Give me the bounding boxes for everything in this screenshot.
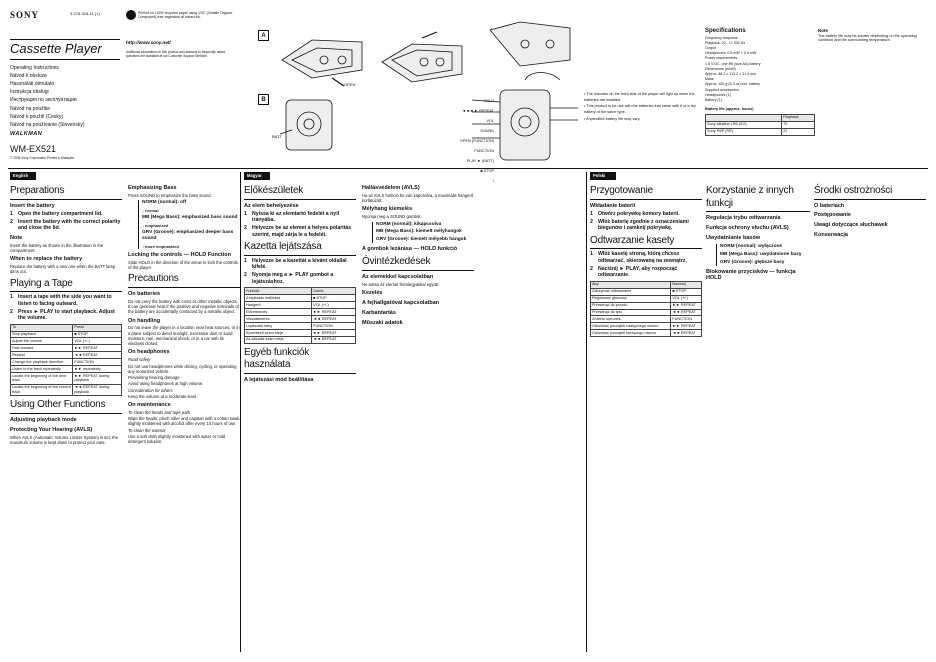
polish-ops-table — [590, 281, 702, 337]
spec-item: Headphones: 0.5 mW + 0.5 mW — [705, 51, 757, 56]
polish-maintenance-heading: Konserwacja — [814, 232, 848, 239]
english-step-1: 1 Open the battery compartment lid. — [10, 210, 103, 217]
control-callout: PLAY ► (BATT) — [466, 159, 494, 163]
english-ops-cell: ◄◄ REPEAT during playback — [73, 384, 122, 396]
english-ops-row — [11, 338, 122, 345]
battery-table-row — [706, 128, 815, 135]
hungarian-ops-header-cell: Funkció — [245, 288, 312, 295]
english-ops-header-cell: Press — [73, 324, 122, 331]
english-col-1 — [10, 182, 122, 652]
english-ops-row — [11, 345, 122, 352]
english-ops-cell: ■ STOP — [73, 331, 122, 338]
polish-other-sub: Regulacja trybu odtwarzania — [706, 215, 781, 221]
model-number: WM-EX521 — [10, 144, 57, 154]
polish-ops-row — [591, 330, 702, 337]
part-number: 3-278-318-11 (1) — [70, 11, 100, 16]
polish-ops-cell: Odszukać początek bieżącego utworu — [591, 330, 671, 337]
polish-sound-mode: NORM (normal): wyłączone — [720, 243, 783, 249]
spec-item: Output — [705, 45, 716, 50]
polish-ops-cell: ►► REPEAT — [671, 302, 702, 309]
polish-col-3 — [814, 182, 926, 652]
spec-item: Power requirements — [705, 56, 738, 61]
battery-table-cell: Sony alkaline LR6 (SG) — [706, 121, 782, 128]
control-callout: HOLD — [483, 99, 494, 103]
english-protect-text: When AVLS (Automatic Volume Limiter System) is set, the maximum volume is kept down to protect your ears. — [10, 434, 118, 445]
polish-ops-cell: Zatrzymać odtwarzanie — [591, 288, 671, 295]
control-callout: OPEN (FUNCTION) — [460, 139, 494, 143]
hungarian-cas-step-1: 1 Helyezze be a kazettát a kívánt oldallal kifelé. — [244, 257, 347, 271]
english-road-text: Do not use headphones while driving, cycling, or operating any motorized vehicle. — [128, 363, 237, 374]
hungarian-ops-row — [245, 302, 356, 309]
control-callout: FUNCTION — [474, 149, 494, 153]
polish-avls-heading: Funkcja ochrony słuchu (AVLS) — [706, 224, 789, 231]
polish-ops-cell: ■ STOP — [671, 288, 702, 295]
english-note-title: Note — [10, 234, 23, 241]
polish-pb-step-1: 1 Włóż kasetę stroną, którą chcesz odtwarzać, skierowaną na zewnątrz. — [590, 251, 687, 264]
english-ops-cell: Rewind — [11, 352, 73, 359]
english-replace-title: When to replace the battery — [10, 256, 83, 263]
polish-ops-cell: Odszukać początek następnego utworu — [591, 323, 671, 330]
english-note-text: Insert the battery as shown in the illustration in the compartment. — [10, 242, 104, 253]
tab-hungarian: Magyar — [244, 172, 270, 180]
hungarian-step-1: 1 Nyissa ki az elemtartó fedelét a nyíl irányába. — [244, 210, 340, 224]
battery-table-header-cell — [706, 114, 782, 121]
hungarian-sound-mode: MB (Mega Bass): kiemelt mélyhangok — [376, 229, 462, 235]
hungarian-bass-text: Nyomja meg a SOUND gombot. — [362, 214, 422, 220]
english-sound-mode: NORM (normal): off — [142, 200, 187, 206]
hungarian-prec-text: Ne tartsa az elemet fémtárgyakkal együtt. — [362, 281, 440, 287]
col-separator — [586, 172, 587, 652]
instruction-list — [10, 64, 120, 130]
english-preparations-heading: Preparations — [10, 185, 122, 200]
hungarian-ops-row — [245, 329, 356, 336]
instruction-language: Návod na použitie — [10, 105, 51, 112]
polish-other-heading: Korzystanie z innych funkcji — [706, 185, 810, 212]
spec-item: Mass — [705, 77, 714, 82]
hungarian-ops-cell: Visszatekerés — [245, 316, 312, 323]
title-block — [10, 10, 120, 160]
open-label-a: OPEN — [344, 82, 356, 87]
instruction-language: Instrukcja obsługi — [10, 89, 49, 96]
section-divider — [8, 168, 928, 169]
hungarian-other-sub: A lejátszási mód beállítása — [244, 376, 314, 383]
polish-pb-step-2: 2 Naciśnij ► PLAY, aby rozpocząć odtwarzanie. — [590, 265, 678, 279]
english-play-step-1: 1 Insert a tape with the side you want to listen to facing outward. — [10, 294, 112, 307]
polish-handling-heading: Postępowanie — [814, 212, 851, 219]
hungarian-ops-cell: Hangerő — [245, 302, 312, 309]
instruction-language: Návod k obsluze — [10, 72, 47, 79]
english-ops-row — [11, 373, 122, 385]
english-ops-cell: Stop playback — [11, 331, 73, 338]
polish-ops-row — [591, 295, 702, 302]
english-ops-cell: Locate the beginning of the current track — [11, 384, 73, 396]
english-clean-exterior-title: To clean the exterior — [128, 427, 166, 433]
hungarian-ops-row — [245, 322, 356, 329]
english-sound-mode-desc: ↓ normal — [142, 208, 159, 214]
battery-life-title: Battery life (approx. hours) — [705, 107, 754, 112]
callout-list — [454, 96, 494, 186]
polish-bass-heading: Uwydatnianie basów — [706, 234, 761, 241]
specs-title: Specifications — [705, 28, 746, 34]
hungarian-precautions-heading: Óvintézkedések — [362, 256, 474, 271]
polish-step-2: 2 Włóż baterię zgodnie z oznaczeniami biegunów i zamknij pokrywkę. — [590, 218, 689, 232]
spec-item: Approx. 150 g (5.3 oz) incl. battery — [705, 82, 760, 87]
hungarian-sound-mode: NORM (normál): kikapcsolva — [376, 221, 442, 227]
polish-ops-header-cell: Naciśnij — [671, 281, 702, 288]
hungarian-sound-brace — [372, 222, 474, 244]
hungarian-ops-header-row — [245, 288, 356, 295]
hungarian-ops-cell: ■ STOP — [312, 295, 356, 302]
top-note-item: • The indicator on the front side of the player will light up when the batteries are installed. — [584, 91, 695, 102]
hungarian-ops-row — [245, 336, 356, 343]
english-batteries-heading: On batteries — [128, 290, 161, 297]
instruction-language: Návod na používanie (Slovensky) — [10, 121, 85, 128]
hungarian-spec-heading: Műszaki adatok — [362, 319, 403, 326]
walkman-logo: WALKMAN — [10, 131, 43, 138]
english-ops-cell: Fast-forward — [11, 345, 73, 352]
english-ops-row — [11, 384, 122, 396]
top-notes — [584, 90, 696, 122]
hungarian-prec-sub: Az elemekkel kapcsolatban — [362, 273, 434, 280]
english-ops-row — [11, 366, 122, 373]
hungarian-prep-sub: Az elem behelyezése — [244, 202, 299, 209]
polish-sound-mode: MB (Mega Bass): uwydatnione basy — [720, 251, 802, 257]
battery-life-table — [705, 114, 815, 136]
control-callout: ■ STOP — [480, 169, 494, 173]
english-batteries-text: Do not carry the battery with coins or other metallic objects. It can generate heat if the positive and negative terminals of the battery are accidentally contacted by a metallic object. — [128, 298, 239, 315]
english-handling-heading: On handling — [128, 317, 161, 324]
hungarian-bass-heading: Mélyhang kiemelés — [362, 206, 413, 213]
hungarian-prep-heading: Előkészületek — [244, 185, 356, 200]
english-headphones-heading: On headphones — [128, 349, 170, 356]
english-ops-cell: VOL (+/-) — [73, 338, 122, 345]
spec-item: Approx. 88.3 × 113.2 × 31.0 mm — [705, 71, 757, 76]
hungarian-ops-cell: Előretekerés — [245, 309, 312, 316]
polish-sound-mode: GRV (Groove): głębsze basy — [720, 259, 785, 265]
spec-item: Frequency response — [705, 35, 738, 40]
english-sound-mode-desc: ↓ emphasized — [142, 223, 169, 229]
cassette-open-illustration — [272, 30, 472, 90]
battery-table-cell: 22 — [782, 128, 815, 135]
polish-ops-cell: Regulować głośność — [591, 295, 671, 302]
support-url: http://www.sony.net/ — [126, 40, 171, 45]
polish-sound-brace — [716, 244, 810, 266]
polish-step-1: 1 Otwórz pokrywkę komory baterii. — [590, 210, 680, 217]
polish-ops-row — [591, 323, 702, 330]
polish-ops-row — [591, 302, 702, 309]
english-ops-cell: Listen to the track repeatedly — [11, 366, 73, 373]
hungarian-ops-cell: ►► REPEAT — [312, 329, 356, 336]
polish-hp-heading: Uwagi dotyczące słuchawek — [814, 222, 888, 229]
english-road-title: Road safety — [128, 357, 151, 363]
hungarian-cassette-heading: Kazetta lejátszása — [244, 241, 356, 256]
english-emphasize-text: Press SOUND to emphasize the bass sound. — [128, 192, 212, 198]
hungarian-ops-cell: VOL (+/-) — [312, 302, 356, 309]
battery-table-header-row — [706, 114, 815, 121]
english-precautions-heading: Precautions — [128, 273, 240, 288]
hungarian-ops-table — [244, 287, 356, 343]
polish-col-1 — [590, 182, 702, 652]
spec-item: Battery (1) — [705, 97, 722, 102]
english-ops-cell: ►► repeatedly — [73, 366, 122, 373]
english-ops-cell: ►► REPEAT during playback — [73, 373, 122, 385]
english-other-heading: Using Other Functions — [10, 399, 122, 414]
support-note: Additional information on this product and answers to frequently asked questions are available at our Customer Support Website. — [126, 50, 226, 58]
english-sound-mode: GRV (Groove): emphasized deeper bass sound — [142, 230, 234, 242]
hungarian-sound-mode: GRV (Groove): kiemelt mélyebb hangok — [376, 237, 467, 243]
polish-precautions-heading: Środki ostrożności — [814, 185, 926, 200]
figure-b — [272, 96, 352, 156]
hungarian-maintenance-heading: Karbantartás — [362, 309, 396, 316]
instruction-language: Инструкция по эксплуатации — [10, 97, 77, 104]
english-ops-cell: Locate the beginning of the next track — [11, 373, 73, 385]
control-callout: VOL — [486, 119, 494, 123]
hungarian-step-2: 2 Helyezze be az elemet a helyes polaritás szerint, majd zárja le a fedelét. — [244, 225, 352, 238]
english-replace-text: Replace the battery with a new one when the BATT lamp dims out. — [10, 264, 116, 275]
polish-ops-row — [591, 309, 702, 316]
polish-ops-cell: VOL (+/-) — [671, 295, 702, 302]
english-ops-header-row — [11, 324, 122, 331]
polish-col-2 — [706, 182, 810, 652]
battery-table-cell: 70 — [782, 121, 815, 128]
polish-playback-heading: Odtwarzanie kasety — [590, 235, 702, 250]
english-clean-heads-text: Wipe the heads, pinch roller and capstan with a cotton swab slightly moistened with alcohol after every 10 hours of use. — [128, 416, 240, 427]
english-ops-cell: FUNCTION — [73, 359, 122, 366]
english-sound-brace — [138, 200, 240, 249]
hungarian-handling-heading: Kezelés — [362, 289, 383, 296]
instruction-language: Használati útmutató — [10, 80, 55, 87]
polish-ops-cell: ►► REPEAT — [671, 323, 702, 330]
battery-table-row — [706, 121, 815, 128]
english-handling-text: Do not leave the player in a location near heat sources, or in a place subject to direct sunlight, excessive dust or sand, moisture, rain, mechanical shock, or in a car with its windows closed. — [128, 325, 240, 347]
english-locking-text: Slide HOLD in the direction of the arrow to lock the controls of the player. — [128, 259, 238, 271]
top-note-item: • A specified battery life may vary. — [584, 116, 641, 121]
english-ops-row — [11, 331, 122, 338]
polish-prec-sub: O bateriach — [814, 202, 845, 209]
hungarian-hold-heading: A gombok lezárása — HOLD funkció — [362, 246, 458, 253]
english-sound-mode: MB (Mega Bass): emphasized bass sound — [142, 215, 238, 221]
control-callout: i — [493, 179, 494, 183]
polish-ops-cell: Zmienić kierunek — [591, 316, 671, 323]
batt-label: BATT — [272, 134, 282, 139]
english-playing-heading: Playing a Tape — [10, 278, 122, 293]
english-ops-row — [11, 359, 122, 366]
hungarian-ops-cell: Következő szám eleje — [245, 329, 312, 336]
spec-item: 1.5 V DC, one R6 (size AA) battery — [705, 61, 761, 66]
eco-badge — [126, 10, 136, 20]
english-sound-mode-desc: ↓ more emphasized — [142, 244, 179, 250]
english-ops-cell: ►► REPEAT — [73, 345, 122, 352]
polish-ops-row — [591, 316, 702, 323]
right-note — [818, 28, 926, 43]
polish-ops-cell: Przewinąć do tyłu — [591, 309, 671, 316]
page-title: Cassette Player — [10, 39, 120, 59]
spec-item: Supplied accessories — [705, 87, 739, 92]
specs-block — [705, 28, 815, 138]
top-note-item: • This product is for use with the batteries that came with it or a dry battery of the same type. — [584, 104, 696, 115]
polish-ops-header-row — [591, 281, 702, 288]
spec-item: Playback: 20 - 17 000 Hz — [705, 40, 746, 45]
tab-polish: Polski — [590, 172, 616, 180]
polish-ops-cell: ◄◄ REPEAT — [671, 309, 702, 316]
english-protect-heading: Protecting Your Hearing (AVLS) — [10, 426, 93, 433]
english-clean-exterior-text: Use a soft cloth slightly moistened with water or mild detergent solution. — [128, 433, 226, 445]
hungarian-ops-row — [245, 295, 356, 302]
english-insert-battery: Insert the battery — [10, 202, 55, 209]
english-ops-row — [11, 352, 122, 359]
english-emphasize-heading: Emphasizing Bass — [128, 185, 177, 191]
hungarian-hearing-heading: Hallásvédelem (AVLS) — [362, 185, 420, 191]
col-separator — [240, 172, 241, 652]
hungarian-ops-cell: Az aktuális szám eleje — [245, 336, 312, 343]
english-ops-cell: Change the playback direction — [11, 359, 73, 366]
hungarian-hearing-text: Ha az AVLS funkció be van kapcsolva, a maximális hangerő korlátozott. — [362, 192, 474, 204]
english-adjust-heading: Adjusting playback mode — [10, 416, 77, 423]
hungarian-cas-step-2: 2 Nyomja meg a ► PLAY gombot a lejátszáshoz. — [244, 272, 334, 285]
english-locking-heading: Locking the controls — HOLD Function — [128, 252, 231, 259]
english-ops-cell: Adjust the volume — [11, 338, 73, 345]
polish-ops-header-cell: Aby — [591, 281, 671, 288]
english-ops-table — [10, 324, 122, 397]
hungarian-ops-cell: ►► REPEAT — [312, 309, 356, 316]
polish-ops-cell: Przewinąć do przodu — [591, 302, 671, 309]
figure-b-label: B — [258, 94, 269, 105]
english-consideration-title: Consideration for others — [128, 387, 173, 393]
english-col-2 — [128, 182, 240, 652]
figure-a-label: A — [258, 30, 269, 41]
english-step-2: 2 Insert the battery with the correct polarity and close the lid. — [10, 218, 121, 232]
specs-list — [705, 36, 815, 104]
english-consideration-text: Keep the volume at a moderate level. — [128, 393, 198, 399]
control-callout: SOUND — [480, 129, 494, 133]
right-note-title: Note — [818, 28, 828, 33]
copyright: © 2005 Sony Corporation Printed in Malaysia — [10, 156, 74, 161]
spec-item: Headphones (1) — [705, 92, 731, 97]
english-ops-header-cell: To — [11, 324, 73, 331]
battery-table-header-cell: Playback — [782, 114, 815, 121]
hungarian-col-1 — [244, 182, 356, 652]
hungarian-ops-cell: ◄◄ REPEAT — [312, 336, 356, 343]
english-preventing-title: Preventing hearing damage — [128, 375, 180, 381]
hungarian-col-2 — [362, 182, 474, 652]
control-callout: ◄◄/►► REPEAT — [461, 109, 494, 113]
hungarian-ops-cell: A lejátszás leállítása — [245, 295, 312, 302]
polish-prep-sub: Wkładanie baterii — [590, 202, 636, 209]
english-ops-cell: ◄◄ REPEAT — [73, 352, 122, 359]
polish-ops-row — [591, 288, 702, 295]
hungarian-ops-header-cell: Gomb — [312, 288, 356, 295]
english-maintenance-heading: On maintenance — [128, 402, 171, 409]
right-note-text: The battery life may be shorter depending on the operating condition and the surrounding temperature. — [818, 33, 917, 43]
instruction-language: Operating Instructions — [10, 64, 59, 71]
hungarian-ops-cell: Lejátszási irány — [245, 322, 312, 329]
english-preventing-text: Avoid using headphones at high volume. — [128, 381, 204, 387]
polish-ops-cell: ◄◄ REPEAT — [671, 330, 702, 337]
polish-hold-heading: Blokowanie przycisków — funkcja HOLD — [706, 268, 796, 282]
hungarian-ops-row — [245, 309, 356, 316]
hungarian-other-heading: Egyéb funkciók használata — [244, 347, 356, 374]
polish-ops-cell: FUNCTION — [671, 316, 702, 323]
hungarian-ops-cell: FUNCTION — [312, 322, 356, 329]
hungarian-hp-heading: A fejhallgatóval kapcsolatban — [362, 299, 440, 306]
spec-item: Dimensions (w/h/d) — [705, 66, 736, 71]
english-play-step-2: 2 Press ► PLAY to start playback. Adjust the volume. — [10, 308, 115, 322]
eco-note: Printed on 100% recycled paper using VOC (Volatile Organic Compound)-free vegetable oil based ink. — [138, 11, 233, 20]
instruction-language: Návod k použití (Cesky) — [10, 113, 64, 120]
english-clean-heads-title: To clean the heads and tape path — [128, 409, 191, 415]
battery-insert-illustration — [272, 96, 352, 156]
sony-logo: SONY — [10, 10, 40, 20]
hungarian-ops-cell: ◄◄ REPEAT — [312, 316, 356, 323]
figure-a — [272, 30, 472, 90]
tab-english: English — [10, 172, 36, 180]
battery-table-cell: Sony R6P (SR) — [706, 128, 782, 135]
hungarian-ops-row — [245, 316, 356, 323]
polish-prep-heading: Przygotowanie — [590, 185, 702, 200]
